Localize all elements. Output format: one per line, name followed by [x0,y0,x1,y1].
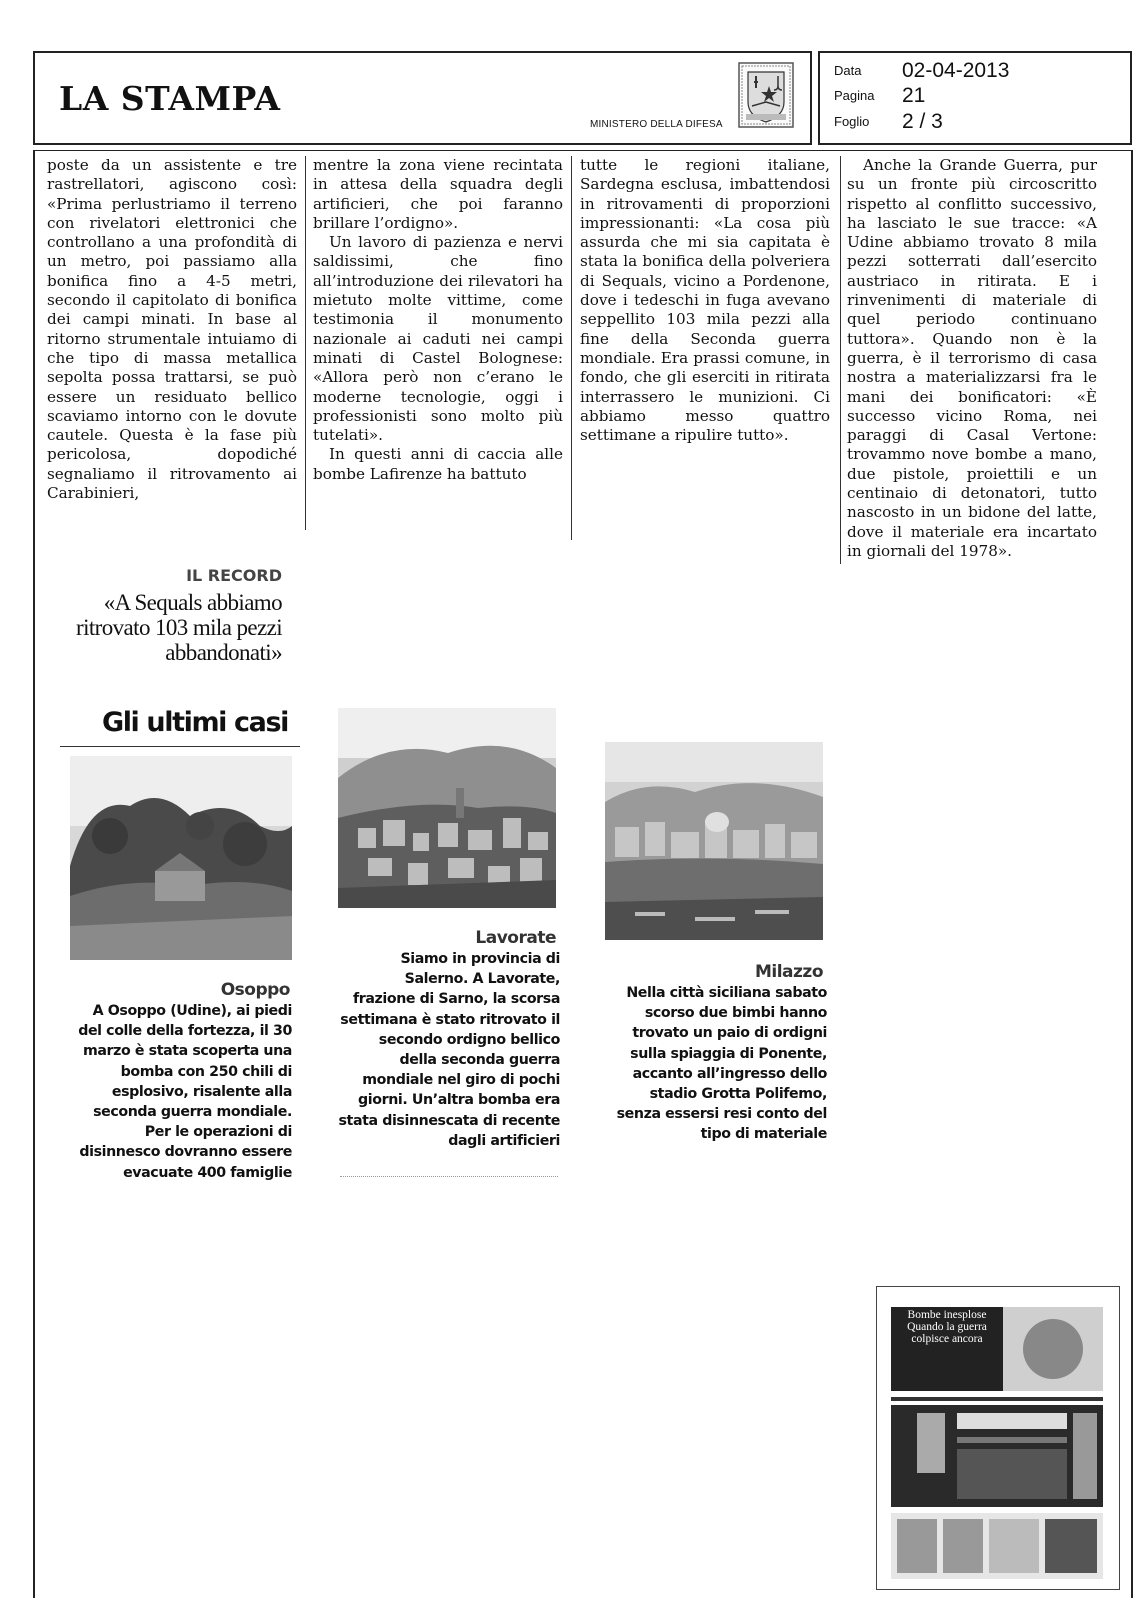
article-column-3 [580,156,830,445]
case-title-osoppo: Osoppo [220,980,290,1000]
meta-value-date: 02-04-2013 [902,59,1010,82]
article-paragraph: Anche la Grande Guerra, pur su un fronte più circoscritto rispetto al conflitto successivo, ha lasciato le sue tracce: «A Udine abbiamo trovato 8 mila pezzi sotterrati dall’esercito austriaco in ritirata. E i rinvenimenti di materiale di quel periodo continuano tuttora». Quando non è la guerra, è il terrorismo di casa nostra a materializzarsi fra le mani dei bonificatori: «È successo vicino Roma, nei paraggi di Casal Vertone: trovammo nove bombe a mano, due pistole, proiettili e un centinaio di detonatori, tutto nascosto in un bidone del latte, dove il materiale era incartato in giornali del 1978». [847,156,1097,560]
case-text-milazzo: Nella città siciliana sabato scorso due bimbi hanno trovato un paio di ordigni sulla spiaggia di Ponente, accanto all’ingresso dello stadio Grotta Polifemo, senza essersi resi conto del tipo di materiale [616,985,827,1143]
cases-section-title: Gli ultimi casi [101,707,288,738]
masthead: LA STAMPA [59,79,281,118]
meta-label: Foglio [834,114,870,129]
lavorate-photo [338,708,556,908]
header-meta-box [818,51,1132,145]
article-column-4 [847,156,1097,561]
article-paragraph: tutte le regioni italiane, Sardegna esclusa, imbattendosi in ritrovamenti di proporzioni impressionanti: «La cosa più assurda che mi sia capitata è stata la bonifica della polveriera di Sequals, vicino a Pordenone, dove i tedeschi in fuga avevano seppellito 103 mila pezzi alla fine della Seconda guerra mondiale. Era prassi comune, in fondo, che gli eserciti in ritirata interrassero le munizioni. Ci abbiamo messo quattro settimane a ripulire tutto». [580,156,830,445]
meta-value-sheet: 2 / 3 [902,110,943,133]
header-masthead-box [33,51,812,145]
case-title-milazzo: Milazzo [754,962,823,982]
dotted-divider [340,1176,558,1178]
article-paragraph: mentre la zona viene recintata in attesa della squadra degli artificieri, che poi faranno brillare l’ordigno». [313,156,563,232]
column-divider [840,156,841,564]
article-paragraph: poste da un assistente e tre rastrellatori, agiscono così: «Prima perlustriamo il terreno con rivelatori elettronici che controllano a una profondità di un metro, poi passiamo alla bonifica fino a 4-5 metri, secondo il capitolato di bonifica dei campi minati. In base al ritorno strumentale intuiamo di che tipo di massa metallica sepolta possa trattarsi, se può essere un residuato bellico scaviamo intorno con le dovute cautele. Questa è la fase più pericolosa, dopodiché segnaliamo il ritrovamento ai Carabinieri, [47,156,297,503]
case-text-osoppo: A Osoppo (Udine), ai piedi del colle della fortezza, il 30 marzo è stata scoperta una bomba con 250 chili di esplosivo, risalente alla seconda guerra mondiale. Per le operazioni di disinnesco dovranno essere evacuate 400 famiglie [78,1003,292,1181]
record-quote: «A Sequals abbiamo ritrovato 103 mila pezzi abbandonati» [76,590,282,665]
case-title-lavorate: Lavorate [475,928,556,948]
column-divider [305,156,306,530]
meta-value-page: 21 [902,84,926,107]
ministry-label: MINISTERO DELLA DIFESA [590,119,723,130]
ministry-crest-icon [738,62,794,128]
cases-title-rule [60,746,300,747]
case-text-lavorate: Siamo in provincia di Salerno. A Lavorate, frazione di Sarno, la scorsa settimana è stato ritrovato il secondo ordigno bellico della seconda guerra mondiale nel giro di pochi giorni. Un’altra bomba era stata disinnescata di recente dagli artificieri [338,951,560,1149]
thumbnail-headline: Bombe inesplose Quando la guerra colpisce ancora [907,1309,987,1345]
milazzo-photo [605,742,823,940]
record-kicker: IL RECORD [186,566,282,585]
column-divider [571,156,572,540]
page-thumbnail [876,1286,1120,1590]
article-paragraph: Un lavoro di pazienza e nervi saldissimi, che fino all’introduzione dei rilevatori ha mietuto molte vittime, come testimonia il monumento nazionale ai caduti nei campi minati di Castel Bolognese: «Allora però non c’erano le moderne tecnologie, oggi i professionisti sono molto più tutelati». [313,233,563,445]
osoppo-photo [70,756,292,960]
article-column-1 [47,156,297,503]
meta-label: Data [834,63,862,78]
meta-label: Pagina [834,88,875,103]
article-paragraph: In questi anni di caccia alle bombe Lafirenze ha battuto [313,445,563,483]
article-column-2 [313,156,563,484]
